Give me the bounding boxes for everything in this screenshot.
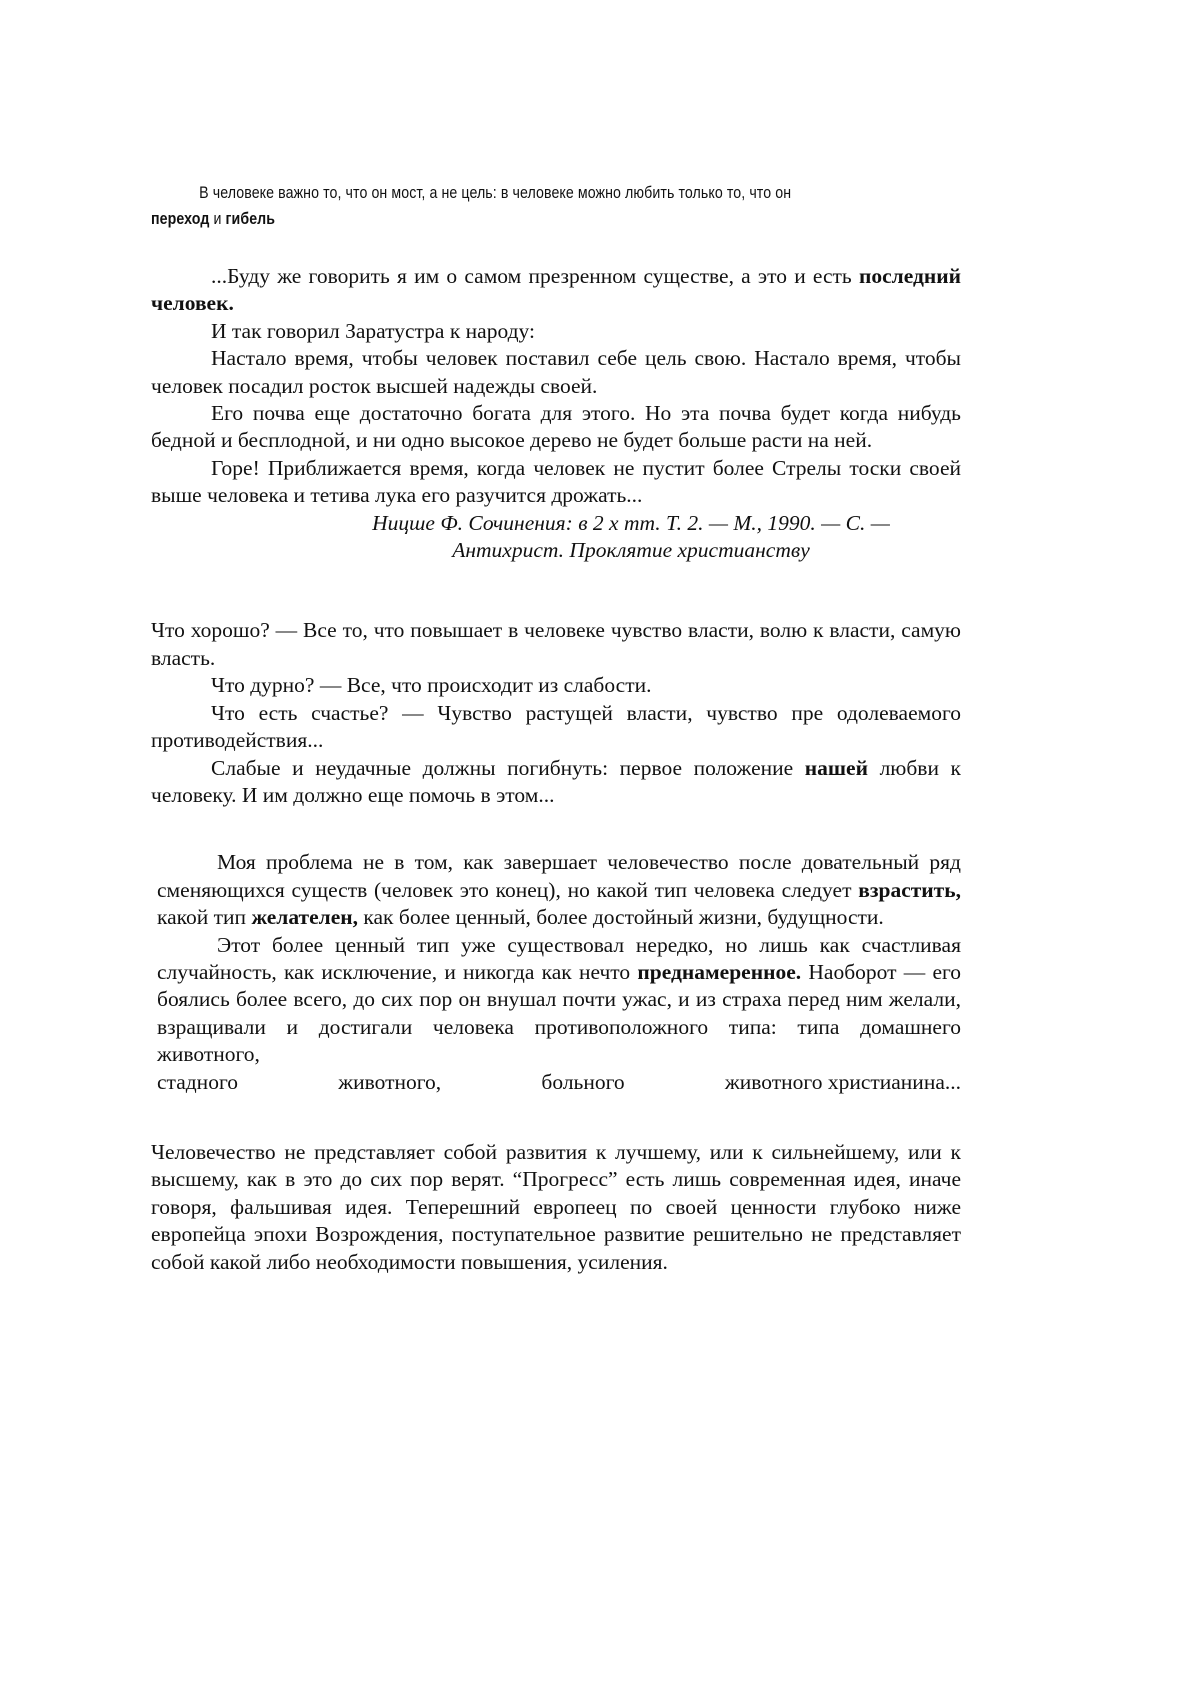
spread-word: животного, [338, 1069, 442, 1094]
paragraph-text: как более ценный, более достойный жизни, будущности. [363, 905, 884, 930]
document-page [151, 180, 961, 1276]
epigraph [151, 180, 959, 232]
paragraph: Его почва еще достаточно богата для этого. Но эта почва будет когда нибудь бедной и бесплодной, и ни одно высокое дерево не будет больше расти на ней. [151, 401, 961, 453]
paragraph-text: Этот более ценный тип уже существовал нередко, но лишь как счастливая случайность, как исключение, и никогда как нечто [157, 932, 961, 984]
epigraph-line: В человеке важно то, что он мост, а не цель: в человеке можно любить только то, что он [199, 184, 792, 202]
paragraph: Настало время, чтобы человек поставил себе цель свою. Настало время, чтобы человек посадил росток высшей надежды своей. [151, 346, 961, 398]
paragraph: Человечество не представляет собой развития к лучшему, или к сильнейшему, или к высшему, как в это до сих пор верят. “Прогресс” есть лишь современная идея, иначе говоря, фальшивая идея. Теперешний европеец по своей ценности глубоко ниже европейца эпохи Возрождения, поступательное развитие решительно не представляет собой какой либо необходимости повышения, усиления. [151, 1139, 961, 1274]
paragraph-text: любви к человеку. И им должно еще помочь в этом... [151, 755, 961, 807]
paragraph-text: Наоборот — его боялись более всего, до сих пор он внушал почти ужас, и из страха перед ним желали, взращивали и достигали человека противоположного типа: типа домашнего животного, [157, 959, 962, 1067]
paragraph-text: какой тип [157, 905, 247, 930]
antichrist-block [151, 617, 961, 809]
bold-word-cultivate: взрастить, [858, 877, 961, 902]
spread-line [151, 1069, 961, 1096]
bold-word-desirable: желателен, [251, 905, 359, 930]
paragraph: Что дурно? — Все, что происходит из слабости. [211, 673, 652, 698]
spread-word: животного христианина... [724, 1069, 961, 1094]
epigraph-bold-downfall: гибель [225, 210, 276, 228]
zarathustra-block [151, 263, 961, 510]
bold-word-our: нашей [804, 755, 868, 780]
paragraph: Что хорошо? — Все то, что повышает в человеке чувство власти, волю к власти, самую власть. [151, 618, 961, 670]
bold-phrase-last-man: последний человек. [151, 264, 961, 316]
paragraph: Горе! Приближается время, когда человек не пустит более Стрелы тоски своей выше человека и тетива лука его разучится дрожать... [151, 455, 961, 508]
problem-block [151, 849, 961, 1096]
spread-word: больного [541, 1069, 625, 1094]
citation-title: Антихрист. Проклятие христианству [452, 538, 810, 563]
paragraph [151, 263, 961, 318]
paragraph-text: Слабые и неудачные должны погибнуть: первое положение [211, 755, 794, 780]
progress-block [151, 1139, 961, 1276]
paragraph-text: Моя проблема не в том, как завершает человечество после довательный ряд сменяющихся существ (человек это конец), но какой тип человека следует [157, 850, 961, 902]
paragraph [151, 755, 961, 810]
paragraph: И так говорил Заратустра к народу: [211, 318, 535, 343]
citation-line: Ницше Ф. Сочинения: в 2 х тт. Т. 2. — М., 1990. — С. — [372, 510, 890, 535]
paragraph: Что есть счастье? — Чувство растущей власти, чувство пре одолеваемого противодействия... [151, 700, 961, 753]
epigraph-bold-transition: переход [151, 210, 210, 228]
paragraph [151, 849, 961, 931]
spread-word: стадного [157, 1069, 238, 1094]
citation [151, 510, 961, 565]
paragraph-text: ...Буду же говорить я им о самом презренном существе, а это и есть [211, 264, 852, 288]
epigraph-connector: и [209, 210, 226, 228]
paragraph [151, 932, 961, 1069]
bold-word-intentional: преднамеренное. [637, 959, 802, 984]
